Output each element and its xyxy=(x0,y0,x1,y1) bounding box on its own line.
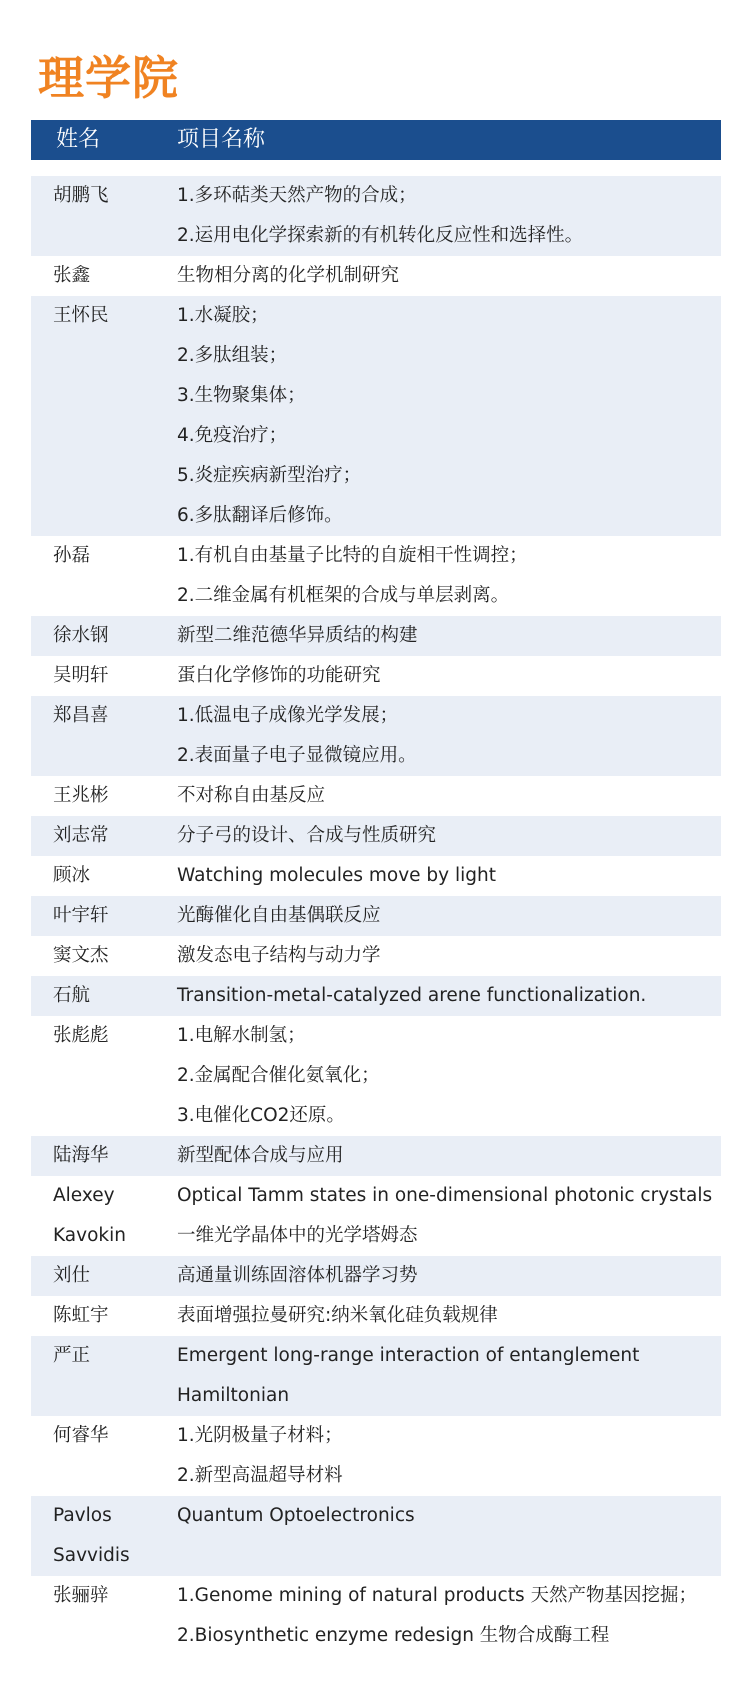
researcher-name xyxy=(53,536,165,576)
researcher-name xyxy=(53,696,165,736)
researcher-name xyxy=(53,816,165,856)
researcher-name xyxy=(53,936,165,976)
project-item: 激发态电子结构与动力学 xyxy=(177,945,381,966)
page-title: 理学院 xyxy=(38,51,179,105)
researcher-name-line: Pavlos xyxy=(53,1505,112,1526)
header-name: 姓名 xyxy=(56,127,101,152)
project-item: 2.新型高温超导材料 xyxy=(177,1465,343,1486)
project-cell xyxy=(177,1576,721,1656)
researcher-name-line: 刘仕 xyxy=(53,1265,91,1286)
project-item: Transition-metal-catalyzed arene functionalization. xyxy=(177,985,647,1006)
project-cell xyxy=(177,856,721,896)
researcher-name-line: 王兆彬 xyxy=(53,785,109,806)
project-cell xyxy=(177,1016,721,1136)
project-cell xyxy=(177,1416,721,1496)
project-item: 1.Genome mining of natural products 天然产物基因挖掘； xyxy=(177,1585,697,1606)
project-table xyxy=(31,176,721,1656)
project-item: 一维光学晶体中的光学塔姆态 xyxy=(177,1225,418,1246)
table-row xyxy=(31,1416,721,1496)
project-item xyxy=(177,1536,715,1576)
researcher-name-line: 孙磊 xyxy=(53,545,91,566)
project-item: 1.有机自由基量子比特的自旋相干性调控； xyxy=(177,545,528,566)
researcher-name-line: 胡鹏飞 xyxy=(53,185,109,206)
project-item: 不对称自由基反应 xyxy=(177,785,326,806)
project-item: Watching molecules move by light xyxy=(177,865,497,886)
project-item: 1.电解水制氢； xyxy=(177,1025,306,1046)
project-cell xyxy=(177,1336,721,1416)
table-row xyxy=(31,776,721,816)
project-cell xyxy=(177,176,721,256)
project-item: 2.多肽组装； xyxy=(177,345,288,366)
project-item: Optical Tamm states in one-dimensional photonic crystals xyxy=(177,1185,713,1206)
researcher-name-line: 吴明轩 xyxy=(53,665,109,686)
table-row xyxy=(31,1136,721,1176)
header-project: 项目名称 xyxy=(177,127,266,152)
project-cell xyxy=(177,656,721,696)
researcher-name-line: 顾冰 xyxy=(53,865,91,886)
table-header xyxy=(31,120,721,160)
table-row xyxy=(31,176,721,256)
researcher-name xyxy=(53,1576,165,1616)
project-cell xyxy=(177,1496,721,1576)
project-item: 2.运用电化学探索新的有机转化反应性和选择性。 xyxy=(177,225,584,246)
project-item: Hamiltonian xyxy=(177,1385,290,1406)
project-item: 5.炎症疾病新型治疗； xyxy=(177,465,362,486)
table-row xyxy=(31,1016,721,1136)
researcher-name-line: 王怀民 xyxy=(53,305,109,326)
researcher-name-line: 刘志常 xyxy=(53,825,109,846)
researcher-name xyxy=(53,1416,165,1456)
project-item: 3.生物聚集体； xyxy=(177,385,306,406)
project-cell xyxy=(177,1136,721,1176)
researcher-name xyxy=(53,1496,165,1576)
project-cell xyxy=(177,776,721,816)
project-item: 分子弓的设计、合成与性质研究 xyxy=(177,825,437,846)
researcher-name xyxy=(53,856,165,896)
project-item: 光酶催化自由基偶联反应 xyxy=(177,905,381,926)
researcher-name-line: 张彪彪 xyxy=(53,1025,109,1046)
researcher-name xyxy=(53,776,165,816)
project-item: 生物相分离的化学机制研究 xyxy=(177,265,400,286)
table-row xyxy=(31,856,721,896)
table-row xyxy=(31,936,721,976)
table-row xyxy=(31,1176,721,1256)
researcher-name-line: 陈虹宇 xyxy=(53,1305,109,1326)
project-item: 新型配体合成与应用 xyxy=(177,1145,344,1166)
researcher-name xyxy=(53,896,165,936)
researcher-name-line: 张骊骍 xyxy=(53,1585,109,1606)
table-row xyxy=(31,616,721,656)
researcher-name xyxy=(53,656,165,696)
project-cell xyxy=(177,976,721,1016)
table-row xyxy=(31,1256,721,1296)
researcher-name xyxy=(53,296,165,336)
researcher-name-line: Alexey xyxy=(53,1185,115,1206)
researcher-name xyxy=(53,1176,165,1256)
table-row xyxy=(31,296,721,536)
researcher-name-line: Kavokin xyxy=(53,1225,126,1246)
project-item: 2.金属配合催化氨氧化； xyxy=(177,1065,380,1086)
table-row xyxy=(31,976,721,1016)
project-item: 高通量训练固溶体机器学习势 xyxy=(177,1265,418,1286)
table-row xyxy=(31,896,721,936)
project-item: 1.水凝胶； xyxy=(177,305,269,326)
researcher-name xyxy=(53,1336,165,1376)
project-item: 2.二维金属有机框架的合成与单层剥离。 xyxy=(177,585,510,606)
project-cell xyxy=(177,536,721,616)
project-item: 4.免疫治疗； xyxy=(177,425,288,446)
researcher-name-line: 石航 xyxy=(53,985,91,1006)
project-item: 2.Biosynthetic enzyme redesign 生物合成酶工程 xyxy=(177,1625,610,1646)
table-row xyxy=(31,656,721,696)
table-row xyxy=(31,696,721,776)
project-item: 蛋白化学修饰的功能研究 xyxy=(177,665,381,686)
researcher-name xyxy=(53,1296,165,1336)
researcher-name-line: 叶宇轩 xyxy=(53,905,109,926)
table-row xyxy=(31,536,721,616)
project-item: 2.表面量子电子显微镜应用。 xyxy=(177,745,417,766)
project-item: 6.多肽翻译后修饰。 xyxy=(177,505,343,526)
table-row xyxy=(31,1576,721,1656)
table-row xyxy=(31,816,721,856)
project-cell xyxy=(177,256,721,296)
researcher-name xyxy=(53,1136,165,1176)
table-row xyxy=(31,1496,721,1576)
project-cell xyxy=(177,936,721,976)
project-item: 1.多环萜类天然产物的合成； xyxy=(177,185,417,206)
project-item: 3.电催化CO2还原。 xyxy=(177,1105,345,1126)
project-cell xyxy=(177,1256,721,1296)
project-cell xyxy=(177,1296,721,1336)
project-item: 1.低温电子成像光学发展； xyxy=(177,705,399,726)
project-item: Quantum Optoelectronics xyxy=(177,1505,415,1526)
researcher-name xyxy=(53,1016,165,1056)
researcher-name-line: 张鑫 xyxy=(53,265,91,286)
researcher-name-line: 徐水钢 xyxy=(53,625,109,646)
researcher-name-line: 严正 xyxy=(53,1345,91,1366)
researcher-name-line: 陆海华 xyxy=(53,1145,109,1166)
table-row xyxy=(31,1296,721,1336)
project-cell xyxy=(177,1176,721,1256)
table-row xyxy=(31,256,721,296)
project-cell xyxy=(177,816,721,856)
researcher-name xyxy=(53,1256,165,1296)
project-item: 新型二维范德华异质结的构建 xyxy=(177,625,418,646)
project-item: 1.光阴极量子材料； xyxy=(177,1425,343,1446)
researcher-name-line: 窦文杰 xyxy=(53,945,109,966)
researcher-name-line: Savvidis xyxy=(53,1545,130,1566)
table-row xyxy=(31,1336,721,1416)
researcher-name xyxy=(53,976,165,1016)
project-cell xyxy=(177,696,721,776)
project-cell xyxy=(177,896,721,936)
project-item: 表面增强拉曼研究:纳米氧化硅负载规律 xyxy=(177,1305,498,1326)
project-cell xyxy=(177,296,721,536)
researcher-name xyxy=(53,256,165,296)
researcher-name-line: 何睿华 xyxy=(53,1425,109,1446)
researcher-name-line: 郑昌喜 xyxy=(53,705,109,726)
researcher-name xyxy=(53,616,165,656)
researcher-name xyxy=(53,176,165,216)
project-item: Emergent long-range interaction of entanglement xyxy=(177,1345,640,1366)
project-cell xyxy=(177,616,721,656)
